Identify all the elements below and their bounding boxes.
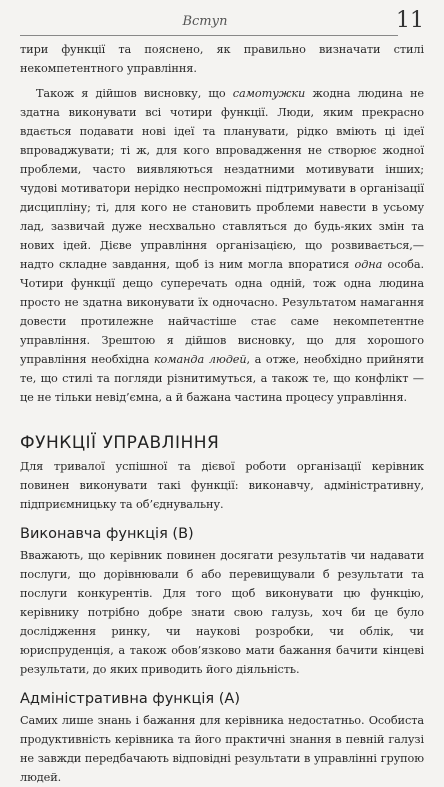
subheading-executive-function: Виконавча функція (В) <box>20 526 194 542</box>
administrative-function-paragraph: Самих лише знань і бажання для керівника недостатньо. Особиста продуктивність керівника та його практичні знання в певній галузі не завжди передбачають відповідні результати в управлінні групою людей. <box>20 714 424 784</box>
header-rule <box>20 35 398 36</box>
page-body <box>20 40 424 787</box>
text-run: Також я дійшов висновку, що <box>36 87 233 100</box>
italic-emphasis: самотужки <box>232 87 306 100</box>
paragraph-conclusion <box>20 84 424 407</box>
running-head <box>20 8 424 36</box>
text-run: жодна людина не здатна виконувати всі чотири функції. Люди, яким прекрасно вдається подавати нові ідеї та планувати, рідко вміють ці ідеї впроваджувати; ті ж, для кого впровадження не створює жодної проблеми, часто виявляються нездатними мотивувати інших; чудові мотиватори нерідко неспроможні підтримувати в організації дисципліну; ті, для кого не становить проблеми навести в усьому лад, зазвичай дуже несхвально ставляться до будь-яких змін та нових ідей. Дієве управління організацією, що розвивається,— надто складне завдання, щоб із ним могла впоратися <box>20 87 424 271</box>
page-number: 11 <box>396 8 424 33</box>
text-run: особа. Чотири функції дещо суперечать одна одній, тож одна людина просто не здатна виконувати їх одночасно. Результатом намагання довести протилежне найчастіше стає саме некомпетентне управління. Зрештою я дійшов висновку, що для хорошого управління необхідна <box>20 258 424 366</box>
italic-emphasis: команда людей <box>153 353 247 366</box>
italic-emphasis: одна <box>354 258 383 271</box>
section-intro-paragraph: Для тривалої успішної та дієвої роботи організації керівник повинен виконувати такі функції: виконавчу, адміністративну, підприємницьку та об’єднувальну. <box>20 460 424 511</box>
subheading-administrative-function: Адміністративна функція (А) <box>20 691 240 707</box>
executive-function-paragraph: Вважають, що керівник повинен досягати результатів чи надавати послуги, що дорівнювали б або перевищували б результати та послуги конкурентів. Для того щоб виконувати цю функцію, керівнику потрібно добре знати свою галузь, хоч би це було дослідження ринку, чи наукові розробки, чи облік, чи юриспруденція, а також обов’язково мати бажання бачити кінцеві результати, до яких приводить його діяльність. <box>20 549 424 676</box>
text-run: , а отже, необхідно прийняти те, що стилі та погляди різнитимуться, а також те, що конфлікт — це не тільки невід’ємна, а й бажана частина процесу управління. <box>20 353 424 404</box>
section-heading: ФУНКЦІЇ УПРАВЛІННЯ <box>20 433 220 453</box>
running-head-title: Вступ <box>182 14 228 29</box>
paragraph-continued: тири функції та пояснено, як правильно визначати стилі некомпетентного управління. <box>20 43 424 75</box>
